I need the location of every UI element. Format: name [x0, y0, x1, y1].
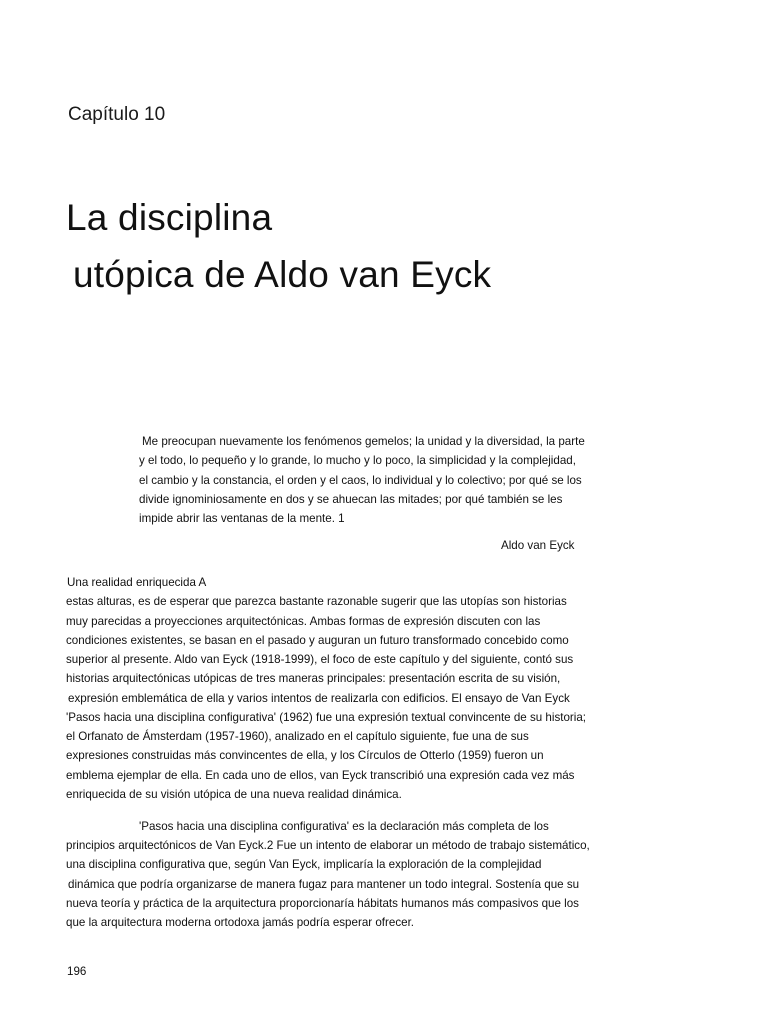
paragraph-line: enriquecida de su visión utópica de una nueva realidad dinámica.	[66, 787, 402, 801]
section-body	[66, 573, 586, 804]
chapter-title-line-1: La disciplina	[66, 197, 273, 238]
page-number: 196	[67, 965, 87, 978]
epigraph-line: el cambio y la constancia, el orden y el caos, lo individual y lo colectivo; por qué se los	[139, 473, 582, 487]
paragraph-line: que la arquitectura moderna ortodoxa jamás podría esperar ofrecer.	[66, 915, 415, 929]
epigraph-quote	[139, 432, 585, 528]
epigraph-line: y el todo, lo pequeño y lo grande, lo mucho y lo poco, la simplicidad y la complejidad,	[139, 454, 576, 468]
paragraph-line: principios arquitectónicos de Van Eyck.2 Fue un intento de elaborar un método de trabajo sistemático,	[66, 839, 590, 853]
paragraph-line: 'Pasos hacia una disciplina configurativa' es la declaración más completa de los	[139, 820, 549, 833]
paragraph-line: el Orfanato de Ámsterdam (1957-1960), analizado en el capítulo siguiente, fue una de sus	[66, 730, 529, 743]
paragraph-line: muy parecidas a proyecciones arquitectónicas. Ambas formas de expresión discuten con las	[66, 614, 541, 628]
paragraph-line: expresión emblemática de ella y varios intentos de realizarla con edificios. El ensayo de Van Eyck	[68, 691, 570, 705]
paragraph-line: dinámica que podría organizarse de manera fugaz para mantener un todo integral. Sostenía que su	[68, 877, 580, 891]
chapter-title-line-2: utópica de Aldo van Eyck	[73, 254, 492, 295]
epigraph-line: impide abrir las ventanas de la mente. 1	[139, 512, 345, 526]
epigraph-line: Me preocupan nuevamente los fenómenos gemelos; la unidad y la diversidad, la parte	[142, 435, 585, 448]
epigraph-line: divide ignominiosamente en dos y se ahuecan las mitades; por qué también se les	[139, 492, 563, 506]
paragraph-line: historias arquitectónicas utópicas de tres maneras principales: presentación escrita de su visión,	[66, 672, 561, 686]
section-paragraph-2	[66, 817, 590, 932]
chapter-label: Capítulo 10	[68, 104, 166, 125]
epigraph-attribution: Aldo van Eyck	[501, 539, 575, 552]
paragraph-line: 'Pasos hacia una disciplina configurativa' (1962) fue una expresión textual convincente de su historia;	[66, 710, 587, 724]
paragraph-line: superior al presente. Aldo van Eyck (1918-1999), el foco de este capítulo y del siguiente, contó sus	[66, 653, 574, 666]
paragraph-line: estas alturas, es de esperar que parezca bastante razonable sugerir que las utopías son historias	[66, 595, 567, 609]
paragraph-line: condiciones existentes, se basan en el pasado y auguran un futuro transformado concebido como	[66, 633, 569, 647]
paragraph-line: una disciplina configurativa que, según Van Eyck, implicaría la exploración de la complejidad	[66, 858, 542, 872]
section-heading: Una realidad enriquecida A	[67, 576, 207, 589]
paragraph-line: nueva teoría y práctica de la arquitectura proporcionaría hábitats humanos más compasivos que los	[66, 896, 579, 910]
paragraph-line: expresiones construidas más convincentes de ella, y los Círculos de Otterlo (1959) fueron un	[66, 749, 544, 763]
paragraph-line: emblema ejemplar de ella. En cada uno de ellos, van Eyck transcribió una expresión cada vez más	[66, 768, 575, 782]
